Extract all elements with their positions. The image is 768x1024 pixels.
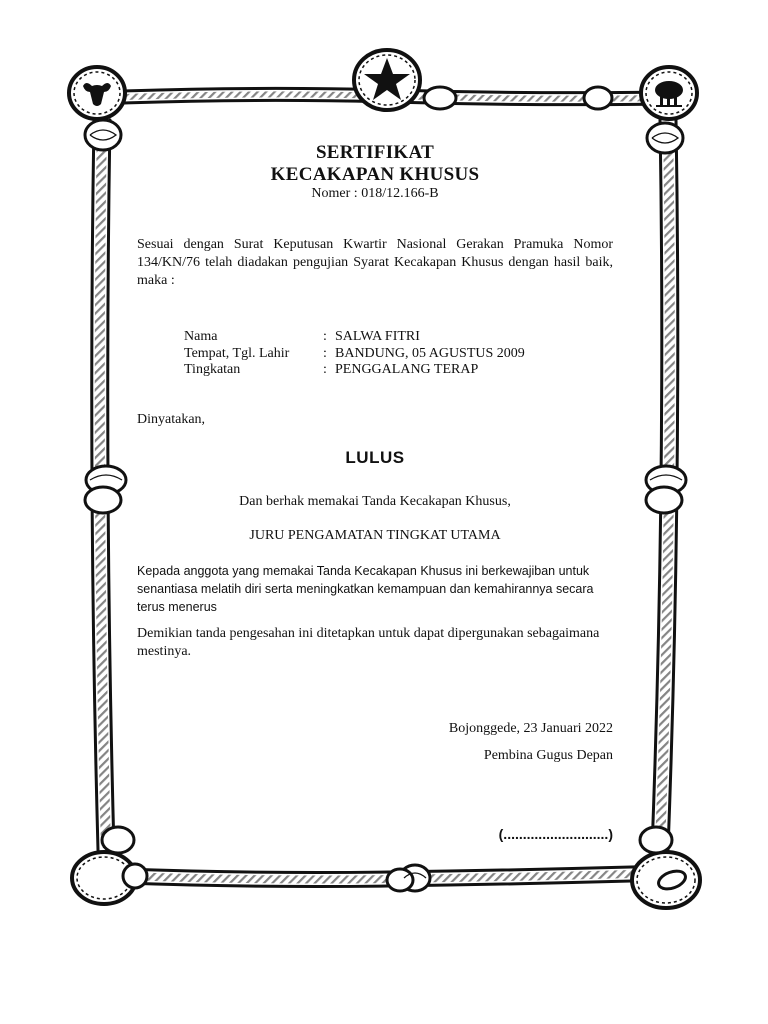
info-value: PENGGALANG TERAP — [335, 362, 479, 377]
info-value: BANDUNG, 05 AGUSTUS 2009 — [335, 346, 525, 361]
result-label: LULUS — [345, 448, 405, 467]
signature-placeholder: (...........................) — [498, 826, 613, 842]
intro-paragraph: Sesuai dengan Surat Keputusan Kwartir Nasional Gerakan Pramuka Nomor 134/KN/76 telah diadakan pengujian Syarat Kecakapan Khusus dengan hasil baik, maka : — [137, 237, 613, 288]
info-label: Tempat, Tgl. Lahir — [184, 346, 290, 361]
info-value: SALWA FITRI — [335, 329, 420, 344]
right-statement: Dan berhak memakai Tanda Kecakapan Khusus, — [239, 494, 511, 509]
closing-paragraph: Demikian tanda pengesahan ini ditetapkan untuk dapat dipergunakan sebagaimana mestinya. — [137, 626, 600, 659]
place-date: Bojonggede, 23 Januari 2022 — [448, 721, 613, 736]
certificate-subtitle: KECAKAPAN KHUSUS — [270, 164, 480, 185]
obligation-paragraph: Kepada anggota yang memakai Tanda Kecakapan Khusus ini berkewajiban untuk senantiasa melatih diri serta meningkatkan kemampuan dan kemahirannya secara terus menerus — [137, 564, 594, 614]
certificate-title: SERTIFIKAT — [315, 142, 435, 163]
info-label: Tingkatan — [184, 362, 241, 377]
info-separator: : — [323, 362, 327, 377]
info-separator: : — [323, 329, 327, 344]
certificate-number: Nomer : 018/12.166-B — [311, 186, 439, 201]
declared-label: Dinyatakan, — [137, 412, 206, 427]
info-separator: : — [323, 346, 327, 361]
info-label: Nama — [184, 329, 218, 344]
signer-title: Pembina Gugus Depan — [483, 748, 613, 763]
badge-name: JURU PENGAMATAN TINGKAT UTAMA — [249, 528, 501, 543]
